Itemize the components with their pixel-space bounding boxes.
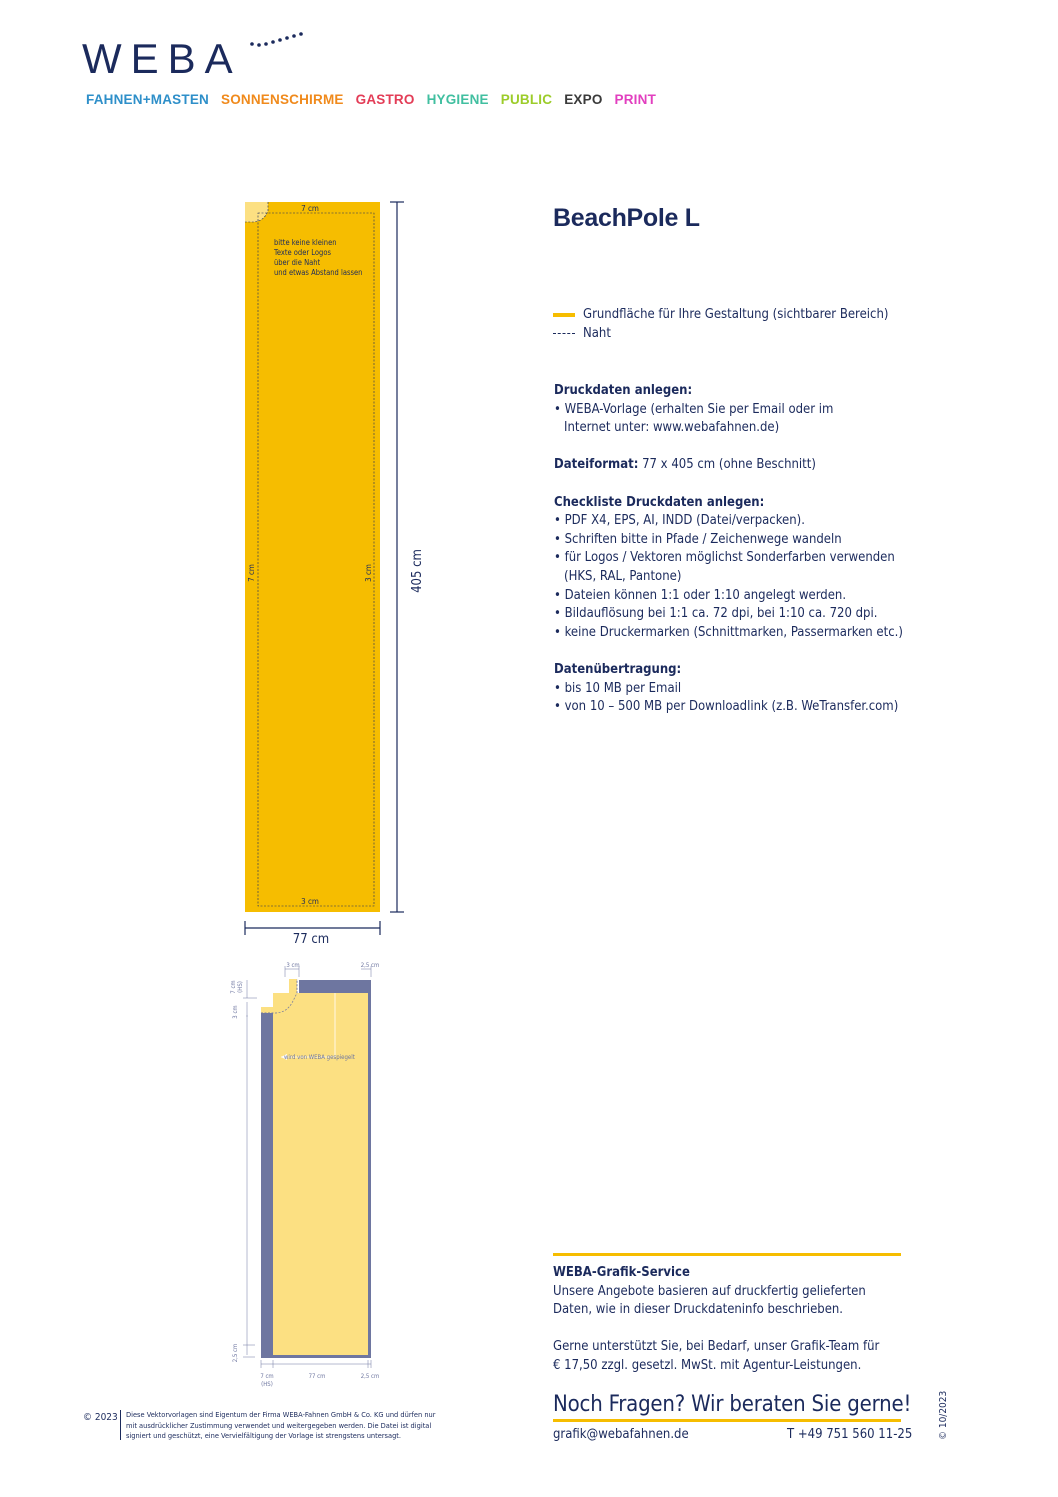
druckdaten-section: [554, 382, 934, 438]
checkliste-item-2: • Schriften bitte in Pfade / Zeichenwege wandeln: [554, 531, 842, 547]
service-paragraph-2: Gerne unterstützt Sie, bei Bedarf, unser Grafik-Team für € 17,50 zzgl. gesetzl. MwSt. mit Agentur-Leistungen.: [553, 1339, 880, 1373]
mirror-note: wird von WEBA gespiegelt: [284, 1054, 355, 1061]
checkliste-item-6: • keine Druckermarken (Schnittmarken, Passermarken etc.): [554, 624, 903, 640]
note-line-4: und etwas Abstand lassen: [274, 268, 363, 277]
service-divider: [553, 1253, 901, 1256]
detail-bottom-mid-label: 77 cm: [308, 1373, 326, 1380]
category-fahnen-masten[interactable]: FAHNEN+MASTEN: [86, 92, 209, 107]
banner-area: [245, 202, 380, 912]
dateiformat-section: [554, 456, 934, 475]
checkliste-item-3: • für Logos / Vektoren möglichst Sonderfarben verwenden (HKS, RAL, Pantone): [554, 550, 895, 584]
legend-seam-row: [553, 326, 611, 341]
checkliste-item-4: • Dateien können 1:1 oder 1:10 angelegt werden.: [554, 587, 847, 603]
note-line-1: bitte keine kleinen: [274, 238, 337, 247]
main-template-diagram: [230, 195, 460, 955]
height-label: 405 cm: [410, 549, 425, 593]
dateiformat-label: Dateiformat:: [554, 457, 639, 473]
category-expo[interactable]: EXPO: [564, 92, 603, 107]
category-gastro[interactable]: GASTRO: [355, 92, 415, 107]
top-margin-label: 7 cm: [301, 204, 319, 213]
category-sonnenschirme[interactable]: SONNENSCHIRME: [221, 92, 344, 107]
footer-separator: [120, 1410, 121, 1440]
druckdaten-item-1: • WEBA-Vorlage (erhalten Sie per Email oder im: [554, 401, 834, 417]
detail-bottom-left-label-a: 7 cm: [260, 1373, 274, 1380]
checkliste-item-1: • PDF X4, EPS, AI, INDD (Datei/verpacken).: [554, 513, 805, 529]
checkliste-heading: Checkliste Druckdaten anlegen:: [554, 494, 765, 510]
left-margin-label: 7 cm: [247, 564, 256, 582]
legend-area-label: Grundfläche für Ihre Gestaltung (sichtbarer Bereich): [583, 307, 889, 322]
service-heading: WEBA-Grafik-Service: [553, 1265, 690, 1280]
weba-logo: WEBA: [82, 35, 242, 82]
detail-left-top-label-b: (HS): [237, 981, 244, 993]
legend-area-swatch: [553, 313, 575, 317]
category-public[interactable]: PUBLIC: [500, 92, 553, 107]
info-sections: [554, 382, 934, 735]
logo-dots-icon: [248, 30, 308, 50]
uebertragung-heading: Datenübertragung:: [554, 661, 682, 677]
cta-headline: Noch Fragen? Wir beraten Sie gerne!: [553, 1392, 912, 1417]
druckdaten-item-2: Internet unter: www.webafahnen.de): [564, 420, 780, 436]
detail-left-mid-label: 3 cm: [232, 1005, 239, 1019]
detail-top-right-label: 2,5 cm: [360, 962, 380, 969]
legend-seam-label: Naht: [583, 326, 611, 341]
bottom-margin-label: 3 cm: [301, 897, 319, 906]
width-label: 77 cm: [292, 932, 330, 947]
uebertragung-item-1: • bis 10 MB per Email: [554, 680, 682, 696]
grafik-service: [553, 1264, 913, 1376]
service-paragraph-1: Unsere Angebote basieren auf druckfertig gelieferten Daten, wie in dieser Druckdateninfo beschrieben.: [553, 1283, 866, 1318]
footer-copyright: © 2023: [83, 1412, 118, 1423]
checkliste-item-5: • Bildauflösung bei 1:1 ca. 72 dpi, bei 1:10 ca. 720 dpi.: [554, 606, 878, 622]
note-line-3: über die Naht: [274, 258, 321, 267]
right-margin-label: 3 cm: [364, 564, 373, 582]
footer-date: © 10/2023: [938, 1390, 949, 1440]
checkliste-section: [554, 494, 934, 643]
uebertragung-item-2: • von 10 – 500 MB per Downloadlink (z.B. WeTransfer.com): [554, 699, 899, 715]
footer-legal-text: Diese Vektorvorlagen sind Eigentum der Firma WEBA-Fahnen GmbH & Co. KG und dürfen nur mit ausdrücklicher Zustimmung verwendet und weitergegeben werden. Die Datei ist digital signiert und geschützt, eine Vervielfältigung der Vorlage ist strengstens untersagt.: [126, 1410, 436, 1441]
detail-bottom-left-label-b: (HS): [261, 1381, 273, 1388]
detail-bottom-right-label: 2,5 cm: [360, 1373, 380, 1380]
detail-left-bottom-label: 2,5 cm: [232, 1343, 239, 1363]
detail-template-diagram: [225, 955, 395, 1395]
product-title: BeachPole L: [553, 204, 700, 232]
contact-phone[interactable]: T +49 751 560 11-25: [787, 1427, 913, 1442]
category-hygiene[interactable]: HYGIENE: [426, 92, 489, 107]
detail-top-left-label: 3 cm: [286, 962, 300, 969]
note-line-2: Texte oder Logos: [274, 248, 331, 257]
druckdaten-heading: Druckdaten anlegen:: [554, 383, 693, 398]
uebertragung-section: [554, 661, 934, 717]
category-nav: [86, 92, 656, 107]
contact-email-link[interactable]: grafik@webafahnen.de: [553, 1427, 689, 1442]
legend-seam-swatch: [553, 333, 575, 334]
detail-left-top-label-a: 7 cm: [230, 980, 237, 994]
legend-area-row: [553, 307, 888, 322]
dateiformat-value: 77 x 405 cm (ohne Beschnitt): [638, 457, 816, 473]
cta-underline: [553, 1419, 901, 1422]
category-print[interactable]: PRINT: [614, 92, 657, 107]
